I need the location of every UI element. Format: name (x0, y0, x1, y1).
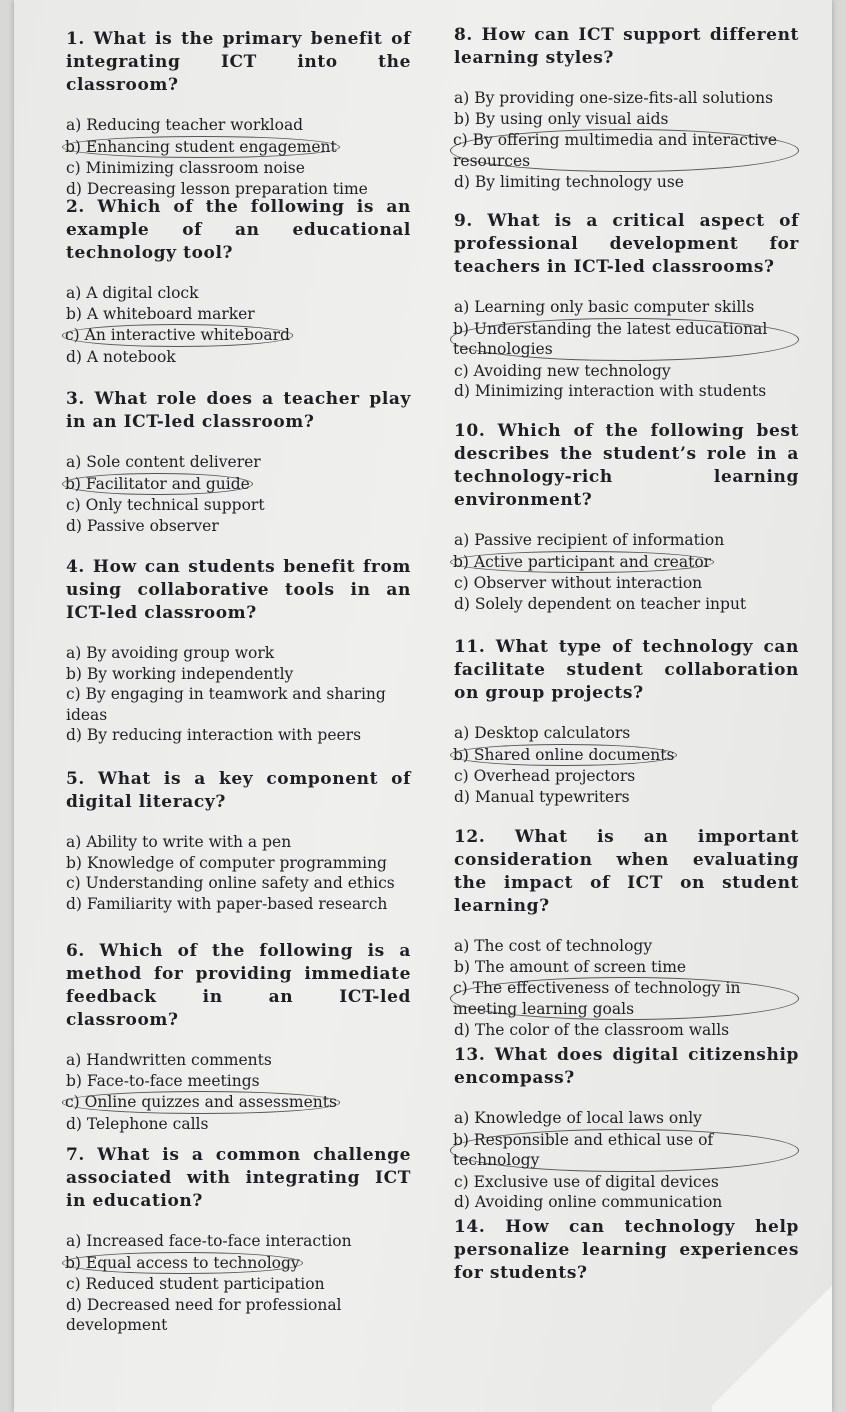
circled-option-text: b) Equal access to technology (62, 1252, 303, 1275)
option-text: a) Learning only basic computer skills (454, 298, 755, 316)
answer-option (66, 1295, 411, 1336)
option-text: a) By avoiding group work (66, 644, 275, 662)
question-block (454, 210, 799, 402)
option-text: d) Familiarity with paper-based research (66, 894, 388, 913)
answer-option (454, 172, 799, 193)
option-text: a) Increased face-to-face interaction (66, 1232, 352, 1250)
option-text: a) Reducing teacher workload (66, 116, 304, 134)
answer-option (66, 516, 411, 537)
answer-option (454, 1172, 799, 1193)
circled-option-text: b) Responsible and ethical use of technology (450, 1129, 799, 1172)
answer-option (454, 1129, 799, 1172)
answer-option (454, 787, 799, 808)
circled-option-text: c) By offering multimedia and interactive resources (450, 129, 799, 172)
option-text: a) A digital clock (66, 284, 199, 302)
answer-option (454, 957, 799, 978)
answer-option (454, 1020, 799, 1041)
circled-option-text: c) Online quizzes and assessments (62, 1091, 340, 1114)
option-text: b) By using only visual aids (454, 109, 669, 128)
answer-option (66, 136, 411, 159)
question-text: 10. Which of the following best describes the student’s role in a technology-rich learning environment? (454, 421, 799, 510)
option-text: d) Decreased need for professional development (66, 1295, 342, 1334)
answer-option (454, 109, 799, 130)
option-text: b) The amount of screen time (454, 957, 687, 976)
option-text: c) Observer without interaction (454, 574, 703, 592)
question-text: 7. What is a common challenge associated with integrating ICT in education? (66, 1145, 411, 1211)
option-text: c) Overhead projectors (454, 767, 636, 785)
answer-option (66, 324, 411, 347)
option-text: d) Passive observer (66, 516, 219, 535)
option-text: c) Minimizing classroom noise (66, 159, 305, 177)
answer-option (454, 744, 799, 767)
answer-option (66, 894, 411, 915)
option-text: a) Passive recipient of information (454, 531, 725, 549)
answer-option (66, 1252, 411, 1275)
option-text: c) Reduced student participation (66, 1275, 325, 1293)
question-text: 4. How can students benefit from using collaborative tools in an ICT-led classroom? (66, 557, 411, 623)
answer-option (66, 304, 411, 325)
question-text: 5. What is a key component of digital literacy? (66, 769, 411, 812)
answer-option (66, 1050, 411, 1071)
circled-option-text: b) Understanding the latest educational technologies (450, 318, 799, 361)
circled-option-text: b) Facilitator and guide (62, 473, 253, 496)
circled-option-text: c) The effectiveness of technology in meeting learning goals (450, 977, 799, 1020)
question-block (66, 1144, 411, 1336)
question-text: 13. What does digital citizenship encompass? (454, 1045, 799, 1088)
answer-option (454, 381, 799, 402)
option-text: c) Understanding online safety and ethics (66, 874, 395, 892)
question-text: 14. How can technology help personalize learning experiences for students? (454, 1217, 799, 1283)
answer-option (66, 1231, 411, 1252)
question-text: 8. How can ICT support different learning styles? (454, 25, 799, 68)
answer-option (66, 684, 411, 725)
option-text: d) Telephone calls (66, 1114, 209, 1133)
answer-option (454, 723, 799, 744)
option-text: d) By reducing interaction with peers (66, 726, 362, 744)
question-block (66, 940, 411, 1134)
question-text: 6. Which of the following is a method for providing immediate feedback in an ICT-led classroom? (66, 941, 411, 1030)
option-text: d) Solely dependent on teacher input (454, 594, 747, 613)
option-text: a) By providing one-size-fits-all solutions (454, 89, 774, 107)
option-text: d) Decreasing lesson preparation time (66, 179, 368, 198)
answer-option (454, 551, 799, 574)
option-text: a) Handwritten comments (66, 1051, 272, 1069)
answer-option (66, 1071, 411, 1092)
page-fold (712, 1282, 832, 1412)
answer-option (454, 129, 799, 172)
answer-option (66, 158, 411, 179)
answer-option (454, 361, 799, 382)
answer-option (66, 452, 411, 473)
question-block (66, 556, 411, 746)
option-text: c) Exclusive use of digital devices (454, 1172, 719, 1191)
circled-option-text: c) An interactive whiteboard (62, 324, 293, 347)
question-text: 9. What is a critical aspect of professional development for teachers in ICT-led classrooms? (454, 211, 799, 277)
option-text: a) Ability to write with a pen (66, 833, 292, 851)
answer-option (66, 1274, 411, 1295)
option-text: d) Minimizing interaction with students (454, 382, 767, 400)
option-text: a) The cost of technology (454, 937, 653, 955)
answer-option (66, 495, 411, 516)
answer-option (66, 283, 411, 304)
answer-option (454, 936, 799, 957)
option-text: c) Only technical support (66, 496, 265, 514)
question-block (454, 24, 799, 193)
answer-option (454, 1108, 799, 1129)
answer-option (66, 853, 411, 874)
answer-option (66, 725, 411, 746)
exam-page (14, 0, 832, 1412)
question-block (454, 1044, 799, 1213)
question-block (66, 388, 411, 536)
question-text: 2. Which of the following is an example of an educational technology tool? (66, 197, 411, 263)
option-text: d) Avoiding online communication (454, 1193, 723, 1211)
option-text: b) A whiteboard marker (66, 304, 255, 323)
option-text: d) By limiting technology use (454, 173, 684, 191)
answer-option (66, 115, 411, 136)
question-text: 3. What role does a teacher play in an ICT-led classroom? (66, 389, 411, 432)
answer-option (66, 1091, 411, 1114)
circled-option-text: b) Enhancing student engagement (62, 136, 340, 159)
question-block (454, 420, 799, 614)
answer-option (66, 1114, 411, 1135)
answer-option (66, 473, 411, 496)
question-text: 11. What type of technology can facilitate student collaboration on group projects? (454, 637, 799, 703)
answer-option (66, 664, 411, 685)
option-text: b) Face-to-face meetings (66, 1071, 260, 1090)
question-block (66, 196, 411, 367)
answer-option (454, 1192, 799, 1213)
option-text: b) Knowledge of computer programming (66, 853, 387, 872)
circled-option-text: b) Shared online documents (450, 744, 677, 767)
question-text: 1. What is the primary benefit of integrating ICT into the classroom? (66, 29, 411, 95)
option-text: d) The color of the classroom walls (454, 1021, 730, 1039)
question-block (454, 826, 799, 1041)
option-text: a) Sole content deliverer (66, 453, 261, 471)
question-block (454, 636, 799, 807)
answer-option (454, 88, 799, 109)
answer-option (454, 766, 799, 787)
answer-option (454, 594, 799, 615)
question-block (66, 28, 411, 199)
answer-option (454, 297, 799, 318)
answer-option (454, 318, 799, 361)
option-text: b) By working independently (66, 664, 294, 683)
circled-option-text: b) Active participant and creator (450, 551, 714, 574)
question-text: 12. What is an important consideration when evaluating the impact of ICT on student learning? (454, 827, 799, 916)
answer-option (66, 832, 411, 853)
option-text: c) By engaging in teamwork and sharing ideas (66, 685, 386, 724)
answer-option (66, 347, 411, 368)
answer-option (454, 530, 799, 551)
option-text: d) Manual typewriters (454, 787, 630, 806)
answer-option (66, 643, 411, 664)
option-text: c) Avoiding new technology (454, 361, 671, 380)
option-text: d) A notebook (66, 347, 176, 366)
option-text: a) Desktop calculators (454, 724, 631, 742)
question-block (66, 768, 411, 914)
answer-option (454, 573, 799, 594)
option-text: a) Knowledge of local laws only (454, 1109, 702, 1127)
answer-option (454, 977, 799, 1020)
answer-option (66, 873, 411, 894)
